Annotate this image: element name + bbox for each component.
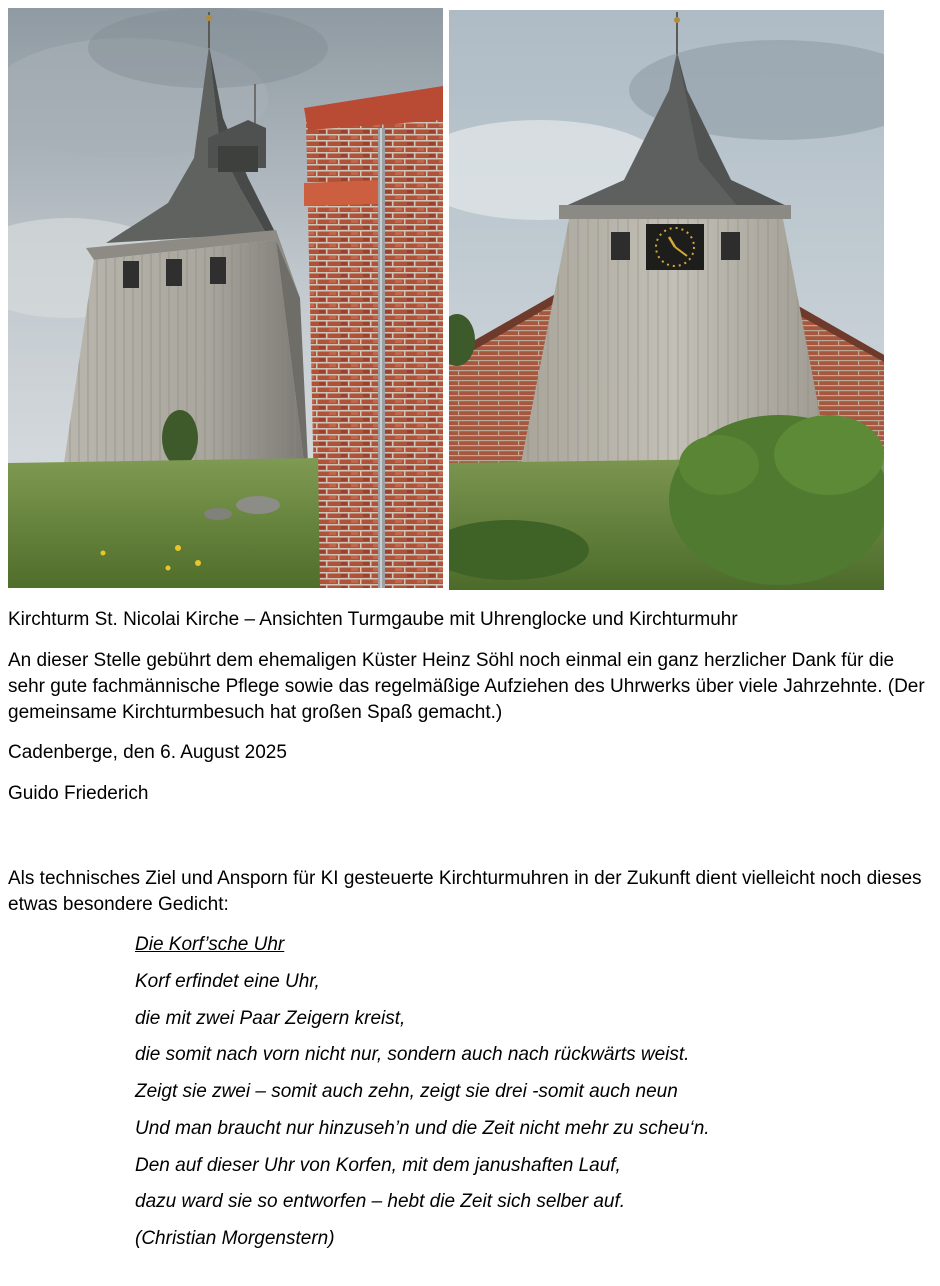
church-tower-side-photo	[8, 8, 443, 588]
poem-line: Den auf dieser Uhr von Korfen, mit dem janushaften Lauf,	[135, 1155, 621, 1176]
place-date: Cadenberge, den 6. August 2025	[8, 742, 287, 763]
poem-line: die somit nach vorn nicht nur, sondern auch nach rückwärts weist.	[135, 1044, 690, 1065]
thanks-paragraph: An dieser Stelle gebührt dem ehemaligen Küster Heinz Söhl noch einmal ein ganz herzlicher Dank für die sehr gute fachmännische Pflege sowie das regelmäßige Aufziehen des Uhrwerks über viele Jahrzehnte. (Der gemeinsame Kirchturmbesuch hat großen Spaß gemacht.)	[8, 650, 925, 723]
poem-line: Und man braucht nur hinzuseh’n und die Zeit nicht mehr zu scheu‘n.	[135, 1118, 710, 1139]
poem-line: Zeigt sie zwei – somit auch zehn, zeigt sie drei -somit auch neun	[135, 1081, 678, 1102]
poem-line: Korf erfindet eine Uhr,	[135, 971, 320, 992]
tower-clock-face	[646, 224, 704, 270]
poem-line: dazu ward sie so entworfen – hebt die Zeit sich selber auf.	[135, 1191, 626, 1212]
poem-line: die mit zwei Paar Zeigern kreist,	[135, 1008, 406, 1029]
church-tower-front-photo	[449, 10, 884, 590]
poem-title: Die Korf’sche Uhr	[135, 934, 285, 955]
photo-caption: Kirchturm St. Nicolai Kirche – Ansichten Turmgaube mit Uhrenglocke und Kirchturmuhr	[8, 609, 738, 630]
author-name: Guido Friederich	[8, 783, 149, 804]
photo-pair	[8, 8, 884, 590]
poem-intro: Als technisches Ziel und Ansporn für KI gesteuerte Kirchturmuhren in der Zukunft dient vielleicht noch dieses etwas besondere Gedicht:	[8, 868, 922, 915]
poem-attribution: (Christian Morgenstern)	[135, 1228, 335, 1249]
